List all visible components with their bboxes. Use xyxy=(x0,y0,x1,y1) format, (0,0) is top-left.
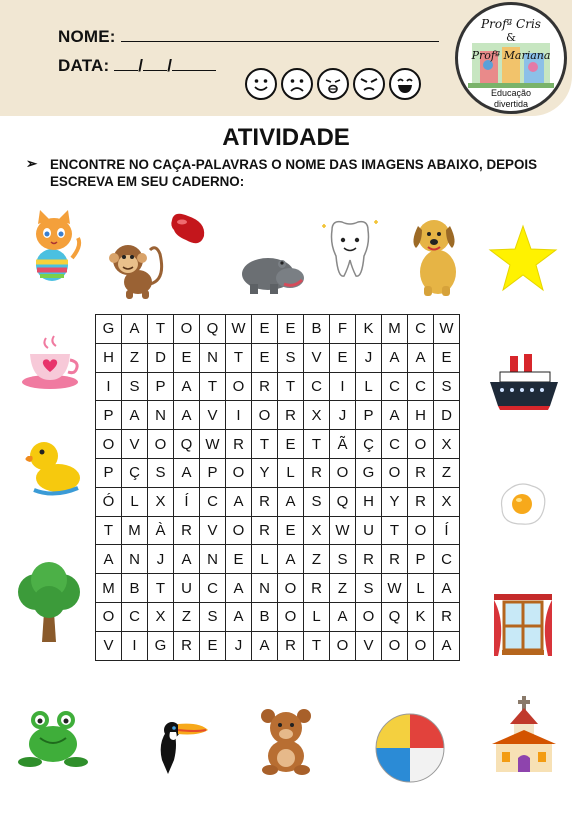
grid-cell[interactable]: O xyxy=(382,631,408,660)
grid-cell[interactable]: E xyxy=(226,545,252,574)
grid-cell[interactable]: R xyxy=(226,430,252,459)
grid-cell[interactable]: H xyxy=(356,487,382,516)
grid-cell[interactable]: T xyxy=(304,631,330,660)
grid-cell[interactable]: W xyxy=(330,516,356,545)
grid-row xyxy=(96,602,460,631)
grid-cell[interactable]: A xyxy=(434,574,460,603)
grid-cell[interactable]: S xyxy=(356,574,382,603)
grid-cell[interactable]: C xyxy=(122,602,148,631)
grid-cell[interactable]: O xyxy=(278,574,304,603)
instruction-text: ENCONTRE NO CAÇA-PALAVRAS O NOME DAS IMAGENS ABAIXO, DEPOIS ESCREVA EM SEU CADERNO: xyxy=(50,157,538,189)
grid-cell[interactable]: R xyxy=(252,372,278,401)
grid-cell[interactable]: O xyxy=(408,631,434,660)
laughing-face-icon[interactable] xyxy=(389,68,421,100)
grid-cell[interactable]: O xyxy=(382,458,408,487)
grid-cell[interactable]: D xyxy=(148,343,174,372)
grid-cell[interactable]: L xyxy=(408,574,434,603)
grid-row xyxy=(96,401,460,430)
grid-cell[interactable]: C xyxy=(382,372,408,401)
name-field[interactable] xyxy=(58,27,439,47)
grid-cell[interactable]: O xyxy=(252,401,278,430)
grid-cell[interactable]: Z xyxy=(174,602,200,631)
grid-cell[interactable]: A xyxy=(96,545,122,574)
grid-cell[interactable]: W xyxy=(434,315,460,344)
grid-cell[interactable]: A xyxy=(434,631,460,660)
grid-cell[interactable]: O xyxy=(226,516,252,545)
grid-cell[interactable]: Ç xyxy=(356,430,382,459)
grid-cell[interactable]: C xyxy=(434,545,460,574)
grid-cell[interactable]: R xyxy=(252,516,278,545)
grid-cell[interactable]: A xyxy=(382,401,408,430)
grid-cell[interactable]: S xyxy=(122,372,148,401)
grid-cell[interactable]: O xyxy=(356,602,382,631)
grid-cell[interactable]: A xyxy=(226,602,252,631)
grid-cell[interactable]: O xyxy=(330,631,356,660)
grid-cell[interactable]: P xyxy=(96,458,122,487)
grid-cell[interactable]: E xyxy=(434,343,460,372)
grid-cell[interactable]: Ã xyxy=(330,430,356,459)
grid-cell[interactable]: T xyxy=(200,372,226,401)
grid-cell[interactable]: J xyxy=(356,343,382,372)
grid-cell[interactable]: R xyxy=(408,458,434,487)
grid-cell[interactable]: A xyxy=(278,487,304,516)
grid-cell[interactable]: I xyxy=(122,631,148,660)
grid-cell[interactable]: F xyxy=(330,315,356,344)
grid-cell[interactable]: T xyxy=(226,343,252,372)
grid-cell[interactable]: V xyxy=(200,516,226,545)
grid-cell[interactable]: C xyxy=(304,372,330,401)
grid-cell[interactable]: B xyxy=(122,574,148,603)
grid-cell[interactable]: D xyxy=(434,401,460,430)
badge-sub-2: divertida xyxy=(493,99,529,109)
date-field[interactable] xyxy=(58,56,216,76)
grid-cell[interactable]: O xyxy=(174,315,200,344)
grid-cell[interactable]: W xyxy=(200,430,226,459)
grid-cell[interactable]: Z xyxy=(122,343,148,372)
grid-cell[interactable]: E xyxy=(174,343,200,372)
grid-cell[interactable]: Y xyxy=(382,487,408,516)
grid-row xyxy=(96,631,460,660)
grid-cell[interactable]: L xyxy=(278,458,304,487)
grid-cell[interactable]: V xyxy=(356,631,382,660)
grid-row xyxy=(96,545,460,574)
duck-picture-icon xyxy=(24,436,82,496)
grid-cell[interactable]: T xyxy=(148,574,174,603)
grid-cell[interactable]: M xyxy=(382,315,408,344)
grid-cell[interactable]: I xyxy=(226,401,252,430)
grid-cell[interactable]: Z xyxy=(434,458,460,487)
word-search-grid xyxy=(95,314,460,661)
instruction xyxy=(26,156,550,190)
grid-cell[interactable]: X xyxy=(148,602,174,631)
grid-cell[interactable]: P xyxy=(408,545,434,574)
page-title: ATIVIDADE xyxy=(222,124,350,151)
grid-cell[interactable]: A xyxy=(174,458,200,487)
grid-cell[interactable]: C xyxy=(200,487,226,516)
name-line[interactable] xyxy=(121,27,439,42)
grid-cell[interactable]: G xyxy=(148,631,174,660)
star-picture-icon xyxy=(488,224,558,294)
grid-cell[interactable]: P xyxy=(148,372,174,401)
toucan-picture-icon xyxy=(148,714,212,778)
grid-cell[interactable]: L xyxy=(122,487,148,516)
monkey-picture-icon xyxy=(106,240,168,300)
grid-cell[interactable]: Q xyxy=(382,602,408,631)
grid-cell[interactable]: R xyxy=(174,516,200,545)
grid-cell[interactable]: T xyxy=(278,372,304,401)
grid-cell[interactable]: X xyxy=(304,401,330,430)
grid-row xyxy=(96,430,460,459)
grid-cell[interactable]: C xyxy=(200,574,226,603)
grid-cell[interactable]: K xyxy=(408,602,434,631)
badge-subtitle xyxy=(458,88,564,110)
bullet-arrow-icon: ➢ xyxy=(26,156,38,171)
grid-cell[interactable]: P xyxy=(96,401,122,430)
badge-ampersand: & xyxy=(506,31,516,44)
grid-cell[interactable]: R xyxy=(304,458,330,487)
church-picture-icon xyxy=(488,694,560,774)
grid-cell[interactable]: M xyxy=(122,516,148,545)
grid-cell[interactable]: Í xyxy=(174,487,200,516)
grid-cell[interactable]: S xyxy=(278,343,304,372)
bear-picture-icon xyxy=(256,706,316,776)
grid-cell[interactable]: O xyxy=(408,516,434,545)
grid-cell[interactable]: P xyxy=(356,401,382,430)
grid-cell[interactable]: V xyxy=(122,430,148,459)
grid-cell[interactable]: A xyxy=(226,574,252,603)
grid-row xyxy=(96,574,460,603)
grid-row xyxy=(96,516,460,545)
logo-badge xyxy=(455,2,567,114)
sad-face-icon[interactable] xyxy=(281,68,313,100)
sick-face-icon[interactable] xyxy=(317,68,349,100)
grid-cell[interactable]: Q xyxy=(330,487,356,516)
grid-cell[interactable]: O xyxy=(226,458,252,487)
grid-cell[interactable]: J xyxy=(148,545,174,574)
grid-cell[interactable]: H xyxy=(96,343,122,372)
grid-cell[interactable]: O xyxy=(96,430,122,459)
grid-cell[interactable]: S xyxy=(148,458,174,487)
angry-face-icon[interactable] xyxy=(353,68,385,100)
dog-picture-icon xyxy=(408,212,466,298)
grid-cell[interactable]: E xyxy=(278,516,304,545)
grid-cell[interactable]: Q xyxy=(200,315,226,344)
egg-picture-icon xyxy=(498,480,548,528)
grid-cell[interactable]: S xyxy=(434,372,460,401)
grid-cell[interactable]: A xyxy=(382,343,408,372)
grid-cell[interactable]: T xyxy=(148,315,174,344)
grid-cell[interactable]: V xyxy=(304,343,330,372)
grid-cell[interactable]: R xyxy=(382,545,408,574)
badge-name-2: Profª Mariana xyxy=(471,49,551,62)
grid-cell[interactable]: S xyxy=(330,545,356,574)
frog-picture-icon xyxy=(18,708,88,770)
grid-cell[interactable]: K xyxy=(356,315,382,344)
grid-cell[interactable]: R xyxy=(252,487,278,516)
grid-cell[interactable]: J xyxy=(330,401,356,430)
grid-cell[interactable]: S xyxy=(200,602,226,631)
grid-row xyxy=(96,372,460,401)
date-separator: / xyxy=(167,56,173,75)
year-line[interactable] xyxy=(172,56,216,71)
day-line[interactable] xyxy=(114,56,138,71)
ball-picture-icon xyxy=(374,712,446,784)
grid-cell[interactable]: B xyxy=(252,602,278,631)
grid-cell[interactable]: À xyxy=(148,516,174,545)
grid-cell[interactable]: Y xyxy=(252,458,278,487)
cup-picture-icon xyxy=(20,330,82,392)
grid-cell[interactable]: A xyxy=(122,315,148,344)
grid-cell[interactable]: U xyxy=(356,516,382,545)
grid-cell[interactable]: C xyxy=(408,315,434,344)
grid-cell[interactable]: A xyxy=(122,401,148,430)
grid-cell[interactable]: A xyxy=(226,487,252,516)
grid-cell[interactable]: O xyxy=(330,458,356,487)
tooth-picture-icon xyxy=(318,216,382,284)
grid-cell[interactable]: E xyxy=(330,343,356,372)
grid-row xyxy=(96,315,460,344)
tree-picture-icon xyxy=(12,562,86,646)
grid-row xyxy=(96,458,460,487)
grid-cell[interactable]: M xyxy=(96,574,122,603)
grid-cell[interactable]: T xyxy=(252,430,278,459)
grid-cell[interactable]: J xyxy=(226,631,252,660)
grid-cell[interactable]: Ç xyxy=(122,458,148,487)
grid-cell[interactable]: L xyxy=(304,602,330,631)
mood-faces xyxy=(245,68,421,100)
bean-picture-icon xyxy=(166,210,210,248)
grid-cell[interactable]: V xyxy=(200,401,226,430)
grid-cell[interactable]: I xyxy=(330,372,356,401)
date-label: DATA: xyxy=(58,56,110,75)
grid-cell[interactable]: X xyxy=(304,516,330,545)
happy-face-icon[interactable] xyxy=(245,68,277,100)
grid-cell[interactable]: Í xyxy=(434,516,460,545)
grid-cell[interactable]: N xyxy=(122,545,148,574)
grid-cell[interactable]: X xyxy=(434,487,460,516)
hippo-picture-icon xyxy=(238,246,306,296)
grid-cell[interactable]: G xyxy=(96,315,122,344)
name-label: NOME: xyxy=(58,27,116,46)
grid-cell[interactable]: R xyxy=(278,401,304,430)
badge-name-1: Profª Cris xyxy=(481,17,541,31)
grid-cell[interactable]: Ó xyxy=(96,487,122,516)
grid-cell[interactable]: R xyxy=(278,631,304,660)
grid-cell[interactable]: U xyxy=(174,574,200,603)
grid-cell[interactable]: E xyxy=(278,430,304,459)
grid-cell[interactable]: A xyxy=(408,343,434,372)
grid-cell[interactable]: W xyxy=(226,315,252,344)
grid-cell[interactable]: W xyxy=(382,574,408,603)
grid-cell[interactable]: T xyxy=(96,516,122,545)
grid-row xyxy=(96,487,460,516)
grid-cell[interactable]: G xyxy=(356,458,382,487)
ship-picture-icon xyxy=(488,352,560,414)
grid-cell[interactable]: N xyxy=(200,545,226,574)
grid-cell[interactable]: E xyxy=(200,631,226,660)
grid-cell[interactable]: A xyxy=(278,545,304,574)
grid-cell[interactable]: R xyxy=(356,545,382,574)
grid-cell[interactable]: Z xyxy=(304,545,330,574)
grid-cell[interactable]: I xyxy=(96,372,122,401)
grid-cell[interactable]: L xyxy=(356,372,382,401)
grid-cell[interactable]: E xyxy=(252,315,278,344)
grid-cell[interactable]: H xyxy=(408,401,434,430)
grid-cell[interactable]: R xyxy=(174,631,200,660)
grid-cell[interactable]: A xyxy=(252,631,278,660)
grid-cell[interactable]: C xyxy=(382,430,408,459)
grid-cell[interactable]: L xyxy=(252,545,278,574)
grid-cell[interactable]: S xyxy=(304,487,330,516)
grid-cell[interactable]: O xyxy=(96,602,122,631)
grid-cell[interactable]: Q xyxy=(174,430,200,459)
grid-cell[interactable]: P xyxy=(200,458,226,487)
grid-cell[interactable]: O xyxy=(148,430,174,459)
grid-cell[interactable]: O xyxy=(278,602,304,631)
grid-cell[interactable]: N xyxy=(252,574,278,603)
grid-cell[interactable]: C xyxy=(408,372,434,401)
grid-cell[interactable]: T xyxy=(304,430,330,459)
grid-cell[interactable]: O xyxy=(226,372,252,401)
grid-row xyxy=(96,343,460,372)
grid-cell[interactable]: Z xyxy=(330,574,356,603)
badge-sub-1: Educação xyxy=(490,88,532,98)
grid-cell[interactable]: A xyxy=(174,401,200,430)
grid-cell[interactable]: R xyxy=(434,602,460,631)
header-banner xyxy=(0,0,572,116)
grid-cell[interactable]: A xyxy=(174,545,200,574)
grid-cell[interactable]: A xyxy=(174,372,200,401)
grid-cell[interactable]: E xyxy=(278,315,304,344)
grid-cell[interactable]: B xyxy=(304,315,330,344)
grid-cell[interactable]: O xyxy=(408,430,434,459)
grid-cell[interactable]: X xyxy=(148,487,174,516)
month-line[interactable] xyxy=(143,56,167,71)
grid-cell[interactable]: R xyxy=(408,487,434,516)
grid-cell[interactable]: V xyxy=(96,631,122,660)
grid-cell[interactable]: A xyxy=(330,602,356,631)
window-picture-icon xyxy=(492,592,554,658)
cat-picture-icon xyxy=(24,210,84,282)
grid-cell[interactable]: E xyxy=(252,343,278,372)
grid-cell[interactable]: R xyxy=(304,574,330,603)
grid-cell[interactable]: X xyxy=(434,430,460,459)
date-separator: / xyxy=(138,56,144,75)
grid-cell[interactable]: N xyxy=(148,401,174,430)
grid-cell[interactable]: N xyxy=(200,343,226,372)
grid-cell[interactable]: T xyxy=(382,516,408,545)
